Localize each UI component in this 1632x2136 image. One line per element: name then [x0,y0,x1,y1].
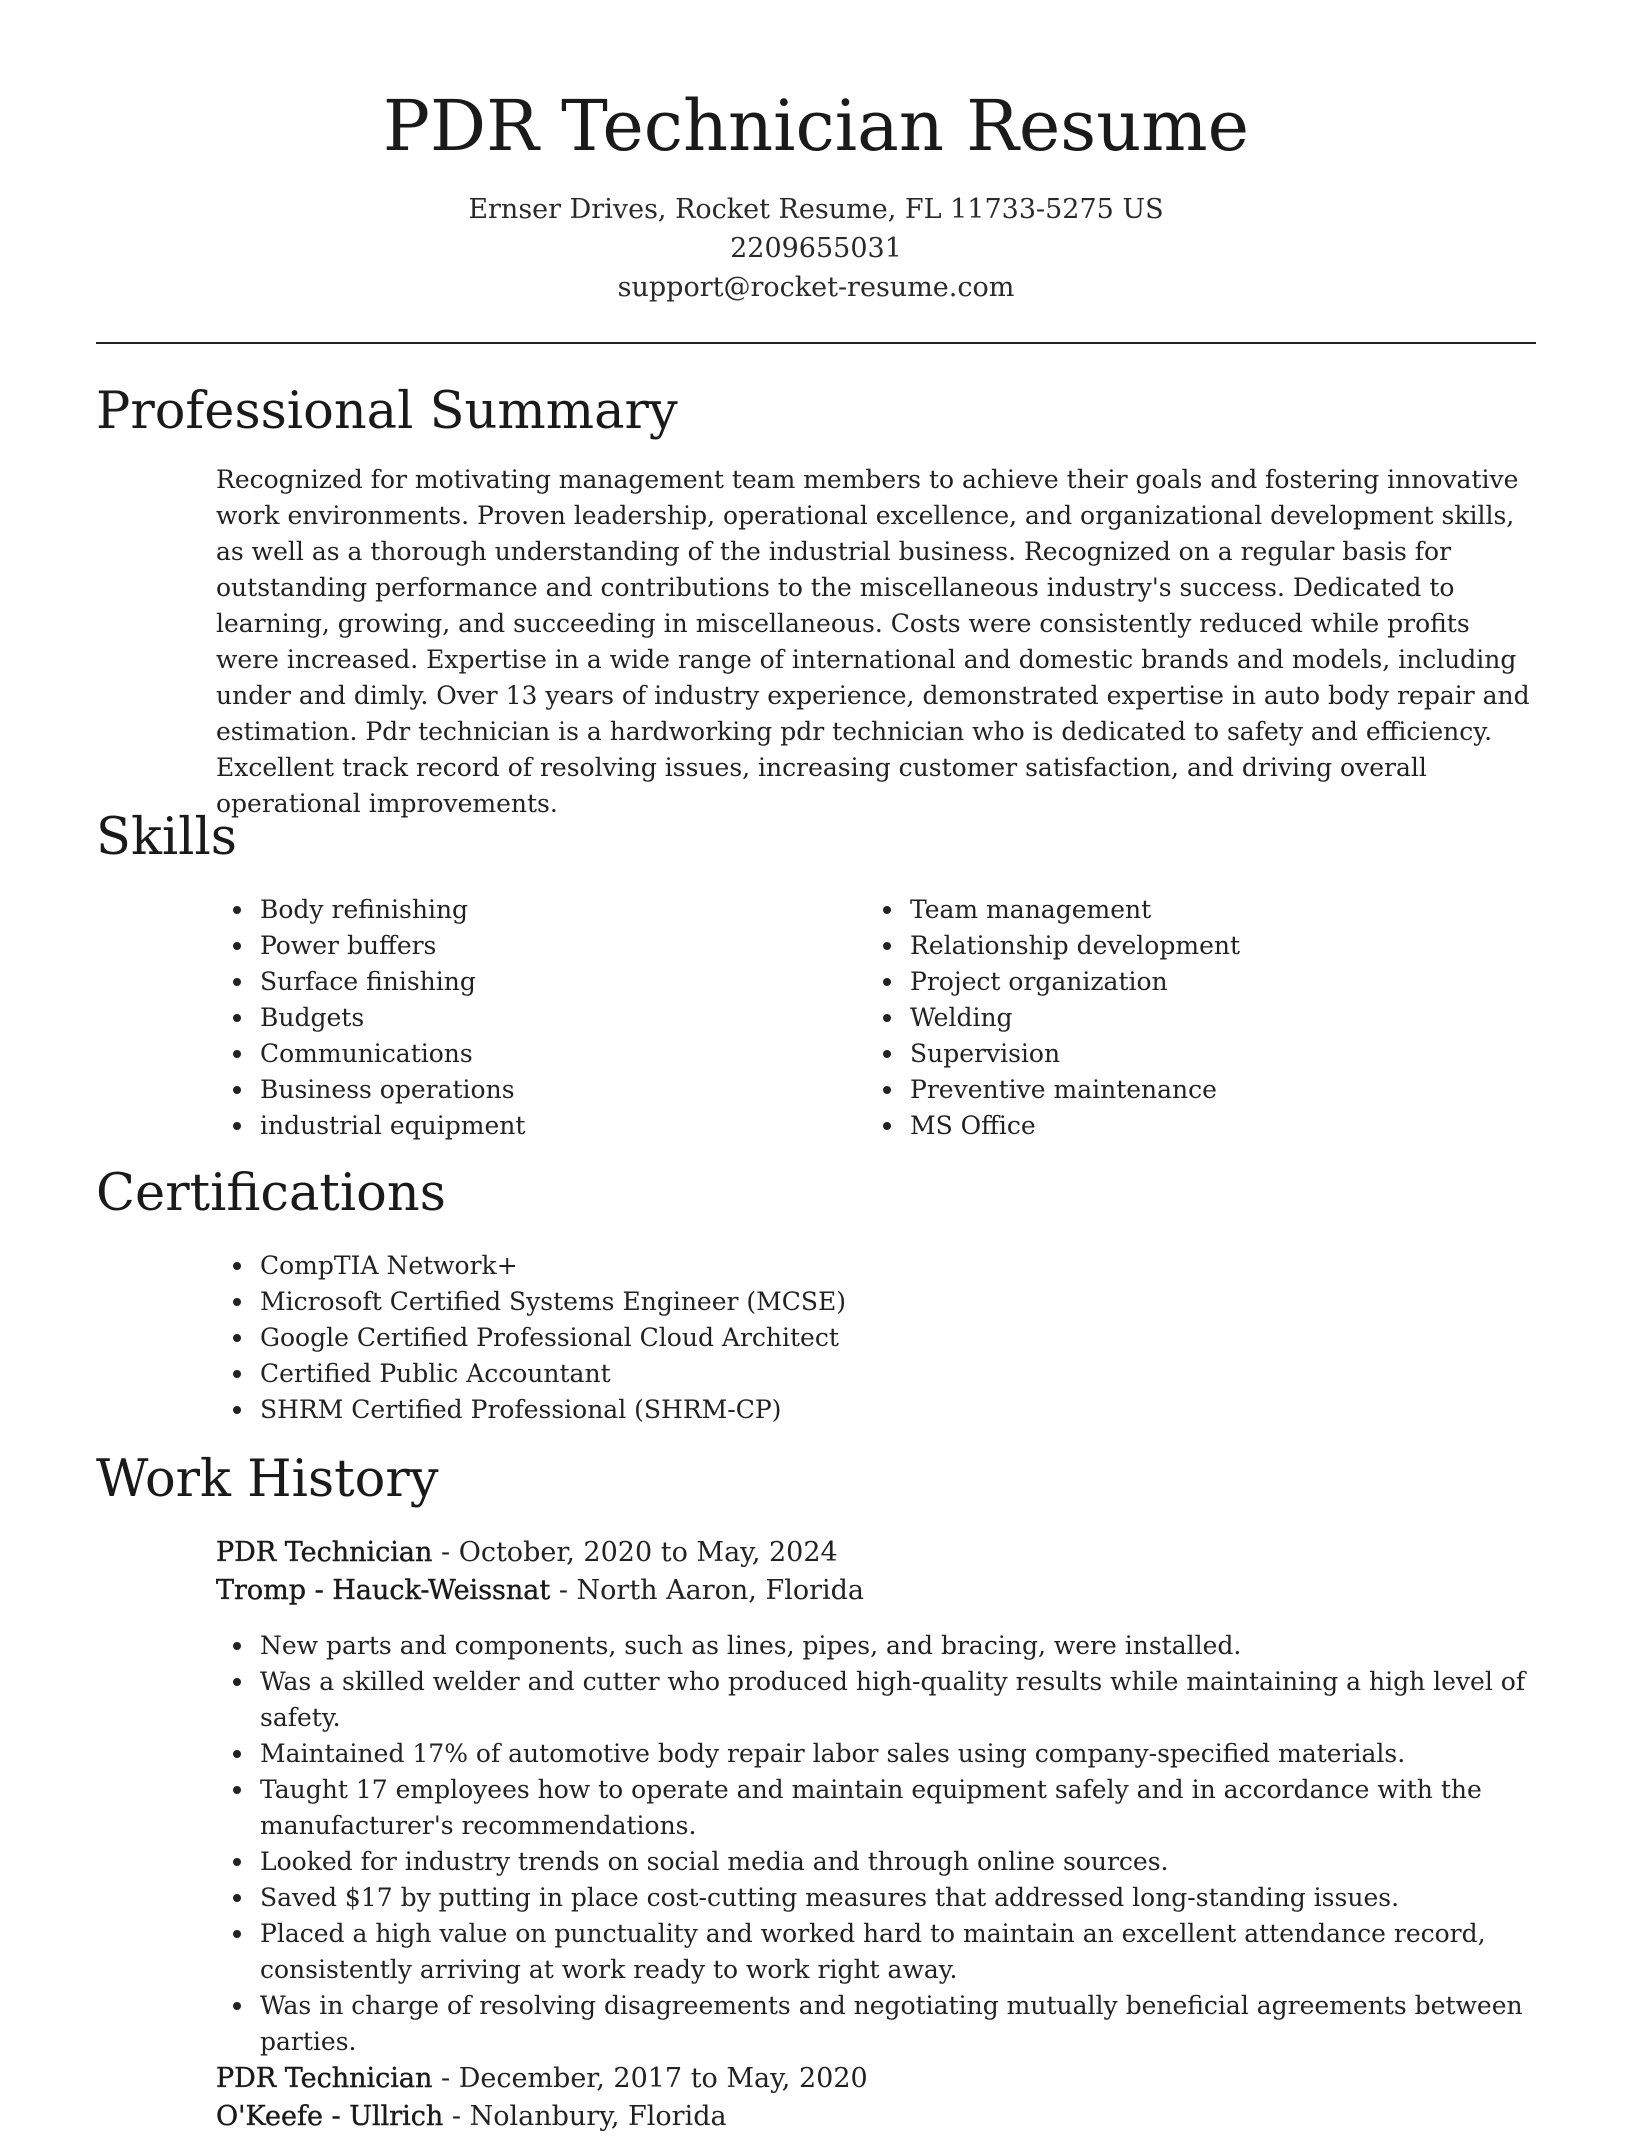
certification-item: Certified Public Accountant [216,1356,1416,1392]
job-company-line [216,2098,727,2136]
contact-address: Ernser Drives, Rocket Resume, FL 11733-5275 US [468,194,1164,225]
skills-heading: Skills [96,808,237,867]
job-duty-item: Taught 17 employees how to operate and maintain equipment safely and in accordance with the manufacturer's recommendations. [216,1772,1536,1844]
job-title-line [216,1534,838,1572]
certification-item: Microsoft Certified Systems Engineer (MCSE) [216,1284,1416,1320]
job-duty-item: Looked for industry trends on social media and through online sources. [216,1844,1536,1880]
skill-item: industrial equipment [216,1108,816,1144]
skill-item: Supervision [866,1036,1466,1072]
skill-item: Communications [216,1036,816,1072]
job-location: Nolanbury, Florida [469,2101,727,2132]
skill-item: Budgets [216,1000,816,1036]
skill-item: Power buffers [216,928,816,964]
contact-phone: 2209655031 [730,233,902,264]
contact-email: support@rocket-resume.com [617,272,1015,303]
certification-item: SHRM Certified Professional (SHRM-CP) [216,1392,1416,1428]
job-dates: December, 2017 to May, 2020 [458,2063,868,2094]
skill-item: Welding [866,1000,1466,1036]
work-history-heading: Work History [96,1450,439,1509]
job-duties-list [216,1628,1536,2060]
job-company-line [216,1572,864,1610]
skills-list-right [866,892,1466,1144]
header-divider [96,342,1536,344]
skill-item: Business operations [216,1072,816,1108]
job-location: North Aaron, Florida [576,1575,865,1606]
skill-item: Body refinishing [216,892,816,928]
job-duty-item: New parts and components, such as lines, pipes, and bracing, were installed. [216,1628,1536,1664]
job-duty-item: Was in charge of resolving disagreements and negotiating mutually beneficial agreements between parties. [216,1988,1536,2060]
job-company: Tromp - Hauck-Weissnat [216,1575,551,1606]
job-company: O'Keefe - Ullrich [216,2101,444,2132]
job-title-line [216,2060,868,2098]
skill-item: Preventive maintenance [866,1072,1466,1108]
skill-item: Team management [866,892,1466,928]
separator: - [443,2101,470,2132]
certification-item: CompTIA Network+ [216,1248,1416,1284]
skill-item: Surface finishing [216,964,816,1000]
job-title: PDR Technician [216,1537,433,1568]
certifications-heading: Certifications [96,1164,446,1223]
job-duty-item: Was a skilled welder and cutter who produced high-quality results while maintaining a high level of safety. [216,1664,1536,1736]
summary-heading: Professional Summary [96,382,678,441]
skill-item: Relationship development [866,928,1466,964]
job-dates: October, 2020 to May, 2024 [458,1537,838,1568]
certifications-list [216,1248,1416,1428]
job-duty-item: Placed a high value on punctuality and worked hard to maintain an excellent attendance record, consistently arriving at work ready to work right away. [216,1916,1536,1988]
certification-item: Google Certified Professional Cloud Architect [216,1320,1416,1356]
skills-list-left [216,892,816,1144]
separator: - [432,1537,459,1568]
separator: - [550,1575,577,1606]
job-duty-item: Maintained 17% of automotive body repair labor sales using company-specified materials. [216,1736,1536,1772]
contact-block [96,190,1536,307]
skill-item: Project organization [866,964,1466,1000]
summary-text: Recognized for motivating management team members to achieve their goals and fostering innovative work environments. Proven leadership, operational excellence, and organizational development skills, as well as a thorough understanding of the industrial business. Recognized on a regular basis for outstanding performance and contributions to the miscellaneous industry's success. Dedicated to learning, growing, and succeeding in miscellaneous. Costs were consistently reduced while profits were increased. Expertise in a wide range of international and domestic brands and models, including under and dimly. Over 13 years of industry experience, demonstrated expertise in auto body repair and estimation. Pdr technician is a hardworking pdr technician who is dedicated to safety and efficiency. Excellent track record of resolving issues, increasing customer satisfaction, and driving overall operational improvements. [216,465,1530,818]
skill-item: MS Office [866,1108,1466,1144]
resume-title: PDR Technician Resume [382,85,1250,167]
job-duty-item: Saved $17 by putting in place cost-cutting measures that addressed long-standing issues. [216,1880,1536,1916]
separator: - [432,2063,459,2094]
job-title: PDR Technician [216,2063,433,2094]
